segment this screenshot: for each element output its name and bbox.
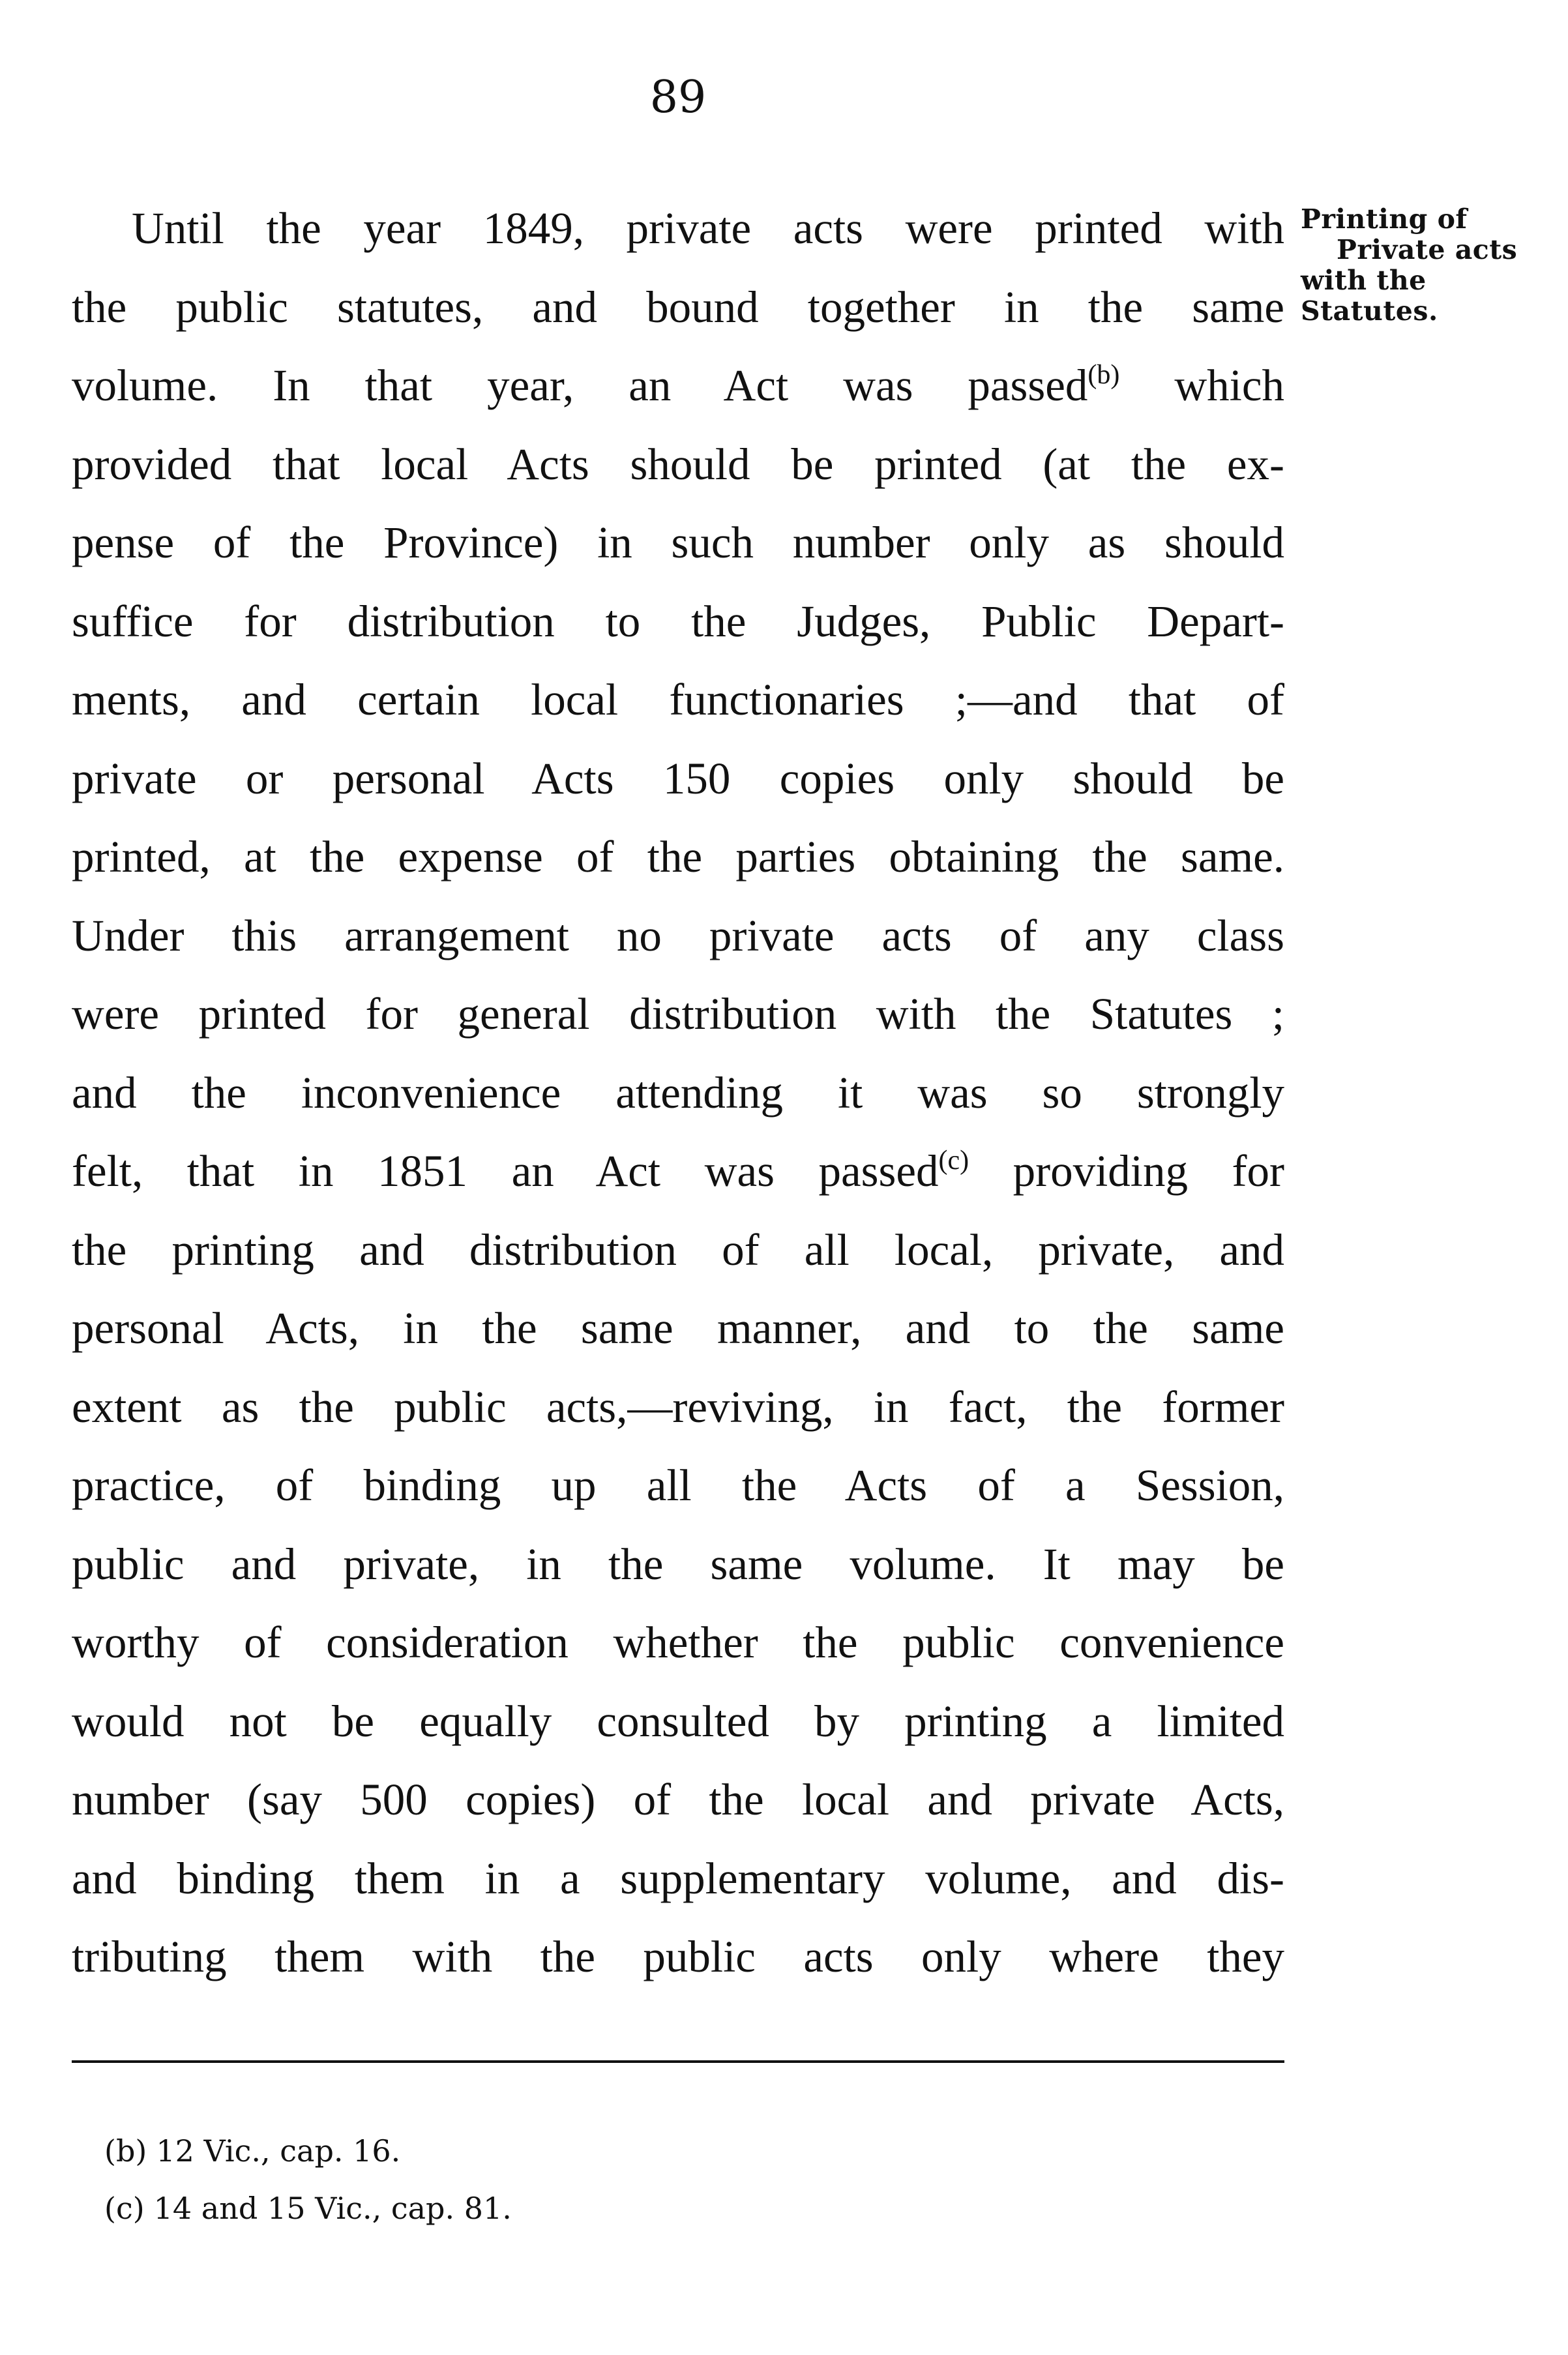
text-line: public and private, in the same volume. It may be: [72, 1539, 1284, 1589]
text-line: worthy of consideration whether the public convenience: [72, 1618, 1284, 1667]
margin-note-line: Printing of: [1301, 203, 1468, 235]
text-line: private or personal Acts 150 copies only should be: [72, 753, 1284, 803]
footnotes: [104, 2122, 512, 2237]
margin-note-line: Statutes.: [1301, 295, 1438, 327]
text-line: provided that local Acts should be printed (at the ex-: [72, 439, 1284, 489]
text-line: tributing them with the public acts only where they: [72, 1932, 1284, 1981]
text-line: would not be equally consulted by printing a limited: [72, 1696, 1284, 1746]
text-line: extent as the public acts,—reviving, in fact, the former: [72, 1382, 1284, 1432]
text-line: ments, and certain local functionaries ;—and that of: [72, 675, 1284, 724]
text-line: were printed for general distribution with the Statutes ;: [72, 989, 1284, 1039]
footnote-text: 12 Vic., cap. 16.: [156, 2133, 401, 2169]
footnote-text: 14 and 15 Vic., cap. 81.: [153, 2191, 512, 2226]
text-line: and the inconvenience attending it was so strongly: [72, 1067, 1284, 1118]
text-line: [72, 1132, 1284, 1211]
margin-note-line: Private acts: [1337, 234, 1518, 265]
text-line: Under this arrangement no private acts of any class: [72, 910, 1284, 960]
text-line: personal Acts, in the same manner, and to the same: [72, 1303, 1284, 1353]
text-line: printed, at the expense of the parties obtaining the same.: [72, 832, 1284, 881]
text-segment: providing for: [969, 1146, 1284, 1196]
text-line: practice, of binding up all the Acts of a Session,: [72, 1460, 1284, 1510]
footnote-c: [104, 2180, 512, 2237]
text-line: the public statutes, and bound together in the same: [72, 282, 1284, 332]
text-line: the printing and distribution of all local, private, and: [72, 1224, 1284, 1275]
text-line: suffice for distribution to the Judges, Public Depart-: [72, 596, 1284, 646]
footnote-mark: (c): [104, 2191, 145, 2226]
margin-note-line: with the: [1301, 265, 1427, 296]
text-segment: which: [1119, 361, 1284, 410]
footnote-ref-b: (b): [1087, 360, 1120, 390]
text-line: [72, 346, 1284, 425]
footnote-ref-c: (c): [938, 1146, 969, 1176]
text-line: pense of the Province) in such number only as should: [72, 518, 1284, 567]
margin-note: [1301, 204, 1535, 327]
footnote-divider: [72, 2060, 1284, 2063]
text-line: Until the year 1849, private acts were printed with: [132, 203, 1284, 253]
text-line: and binding them in a supplementary volume, and dis-: [72, 1853, 1284, 1903]
footnote-mark: (b): [104, 2133, 147, 2169]
footnote-b: [104, 2122, 512, 2180]
text-line: number (say 500 copies) of the local and private Acts,: [72, 1775, 1284, 1824]
body-paragraph: [72, 189, 1284, 1996]
page-number: 89: [649, 72, 707, 123]
text-segment: volume. In that year, an Act was passed: [72, 361, 1088, 410]
text-segment: felt, that in 1851 an Act was passed: [72, 1146, 939, 1196]
